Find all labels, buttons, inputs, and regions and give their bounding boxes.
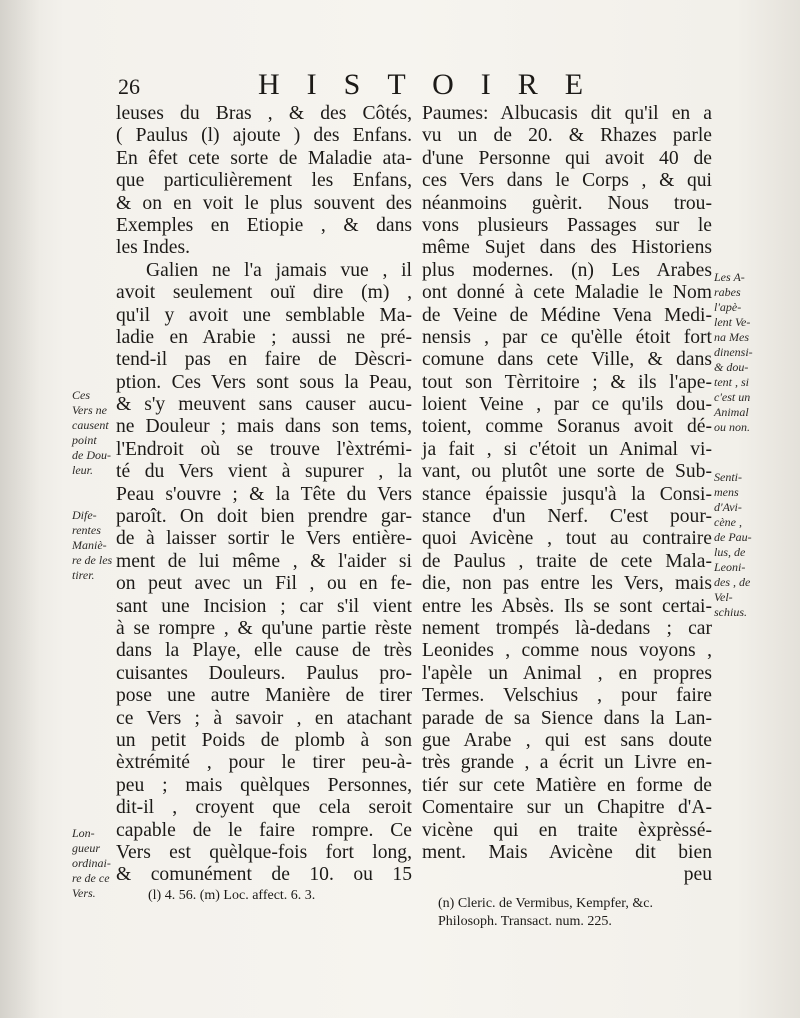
text-line: vu un de 20. & Rhazes parle (422, 125, 712, 147)
margin-note-line: re de les (72, 553, 113, 567)
text-line: dans la Playe, elle cause de très (116, 640, 412, 662)
margin-note-line: Senti- (714, 470, 742, 484)
text-line: ment. Mais Avicène dit bien (422, 841, 712, 863)
text-line: stance d'un Nerf. C'est pour- (422, 506, 712, 528)
text-line: l'apèle un Animal , en propres (422, 662, 712, 684)
margin-note-line: lus, de (714, 545, 746, 559)
text-line: de Veine de Médine Vena Medi- (422, 304, 712, 326)
text-line: & s'y meuvent sans causer aucu- (116, 394, 412, 416)
text-line: paroît. On doit bien prendre gar- (116, 506, 412, 528)
text-line: Comentaire sur un Chapitre d'A- (422, 797, 712, 819)
text-line: die, non pas entre les Vers, mais (422, 573, 712, 595)
text-line: ont donné à cete Maladie le Nom (422, 282, 712, 304)
text-line: vicène qui en traite èxprèssé- (422, 819, 712, 841)
text-line: comune dans cete Ville, & dans (422, 349, 712, 371)
text-line: les Indes. (116, 237, 191, 259)
text-line: peu ; mais quèlques Personnes, (116, 774, 412, 796)
margin-note-line: tirer. (72, 568, 95, 582)
margin-note-line: leur. (72, 463, 93, 477)
text-line: stance épaissie jusqu'à la Consi- (422, 483, 712, 505)
text-line: sant une Incision ; car s'il vient (116, 595, 412, 617)
text-line: très grande , a écrit un Livre en- (422, 752, 712, 774)
margin-note-line: tent , si (714, 375, 749, 389)
text-line: loient Veine , par ce qu'ils dou- (422, 394, 712, 416)
text-line: d'une Personne qui avoit 40 de (422, 147, 712, 169)
text-line: Vers est quèlque-fois fort long, (116, 841, 412, 863)
text-line: cuisantes Douleurs. Paulus pro- (116, 662, 412, 684)
margin-note-line: Lon- (72, 826, 95, 840)
margin-note-line: ou non. (714, 420, 750, 434)
text-line: ladie en Arabie ; aussi ne pré- (116, 326, 412, 348)
margin-note-line: dinensi- (714, 345, 753, 359)
text-line: tiér sur cete Matière en forme de (422, 774, 712, 796)
margin-note-right-2 (714, 470, 752, 620)
text-line: vons plusieurs Passages sur le (422, 214, 712, 236)
margin-note-left-1 (72, 388, 111, 478)
margin-note-line: de Dou- (72, 448, 111, 462)
text-line: nensis , par ce qu'èlle étoit fort (422, 326, 712, 348)
text-line: quoi Avicène , tout au contraire (422, 528, 712, 550)
text-line: avoit seulement ouï dire (m) , (116, 282, 412, 304)
margin-note-line: Dife- (72, 508, 97, 522)
right-text-column (422, 103, 712, 887)
text-line: Leonides , comme nous voyons , (422, 640, 712, 662)
text-line: Termes. Velschius , pour faire (422, 685, 712, 707)
margin-note-line: causent (72, 418, 109, 432)
text-line: dit-il , croyent que cela seroit (116, 797, 412, 819)
margin-note-line: Ces (72, 388, 90, 402)
margin-note-line: schius. (714, 605, 747, 619)
margin-note-line: c'est un (714, 390, 751, 404)
margin-note-right-1 (714, 270, 753, 435)
margin-note-line: ordinai- (72, 856, 111, 870)
footnote-left: (l) 4. 56. (m) Loc. affect. 6. 3. (148, 888, 316, 903)
margin-note-line: d'Avi- (714, 500, 742, 514)
text-line: pose une autre Manière de tirer (116, 685, 412, 707)
text-line: tend-il pas en faire de Dèscri- (116, 349, 412, 371)
footnote-right (438, 895, 653, 931)
text-line: vant, ou plutôt une sorte de Sub- (422, 461, 712, 483)
text-line: En êfet cete sorte de Maladie ata- (116, 147, 412, 169)
margin-note-left-3 (72, 826, 111, 901)
margin-note-line: rentes (72, 523, 101, 537)
text-line: l'Endroit où se trouve l'èxtrémi- (116, 438, 412, 460)
footnote-right-line: Philosoph. Transact. num. 225. (438, 914, 612, 929)
margin-note-line: Vers. (72, 886, 96, 900)
margin-note-line: lent Ve- (714, 315, 751, 329)
margin-note-line: Maniè- (72, 538, 107, 552)
text-line: & on en voit le plus souvent des (116, 192, 412, 214)
text-line: Galien ne l'a jamais vue , il (146, 259, 412, 281)
text-line: ment de lui même , & l'aider si (116, 550, 412, 572)
margin-note-line: de Pau- (714, 530, 752, 544)
running-head (0, 68, 800, 102)
margin-note-line: Animal (714, 405, 749, 419)
text-line: un petit Poids de plomb à son (116, 729, 412, 751)
margin-note-line: des , de (714, 575, 751, 589)
text-line: ( Paulus (l) ajoute ) des Enfans. (116, 125, 412, 147)
text-line: de Paulus , traite de cete Mala- (422, 550, 712, 572)
margin-note-left-2 (72, 508, 112, 583)
margin-note-line: cène , (714, 515, 742, 529)
margin-note-line: point (72, 433, 97, 447)
text-line: ja fait , si c'étoit un Animal vi- (422, 438, 712, 460)
text-line: entre les Absès. Ils se sont certai- (422, 595, 712, 617)
text-line: peu (683, 864, 712, 886)
text-line: gue Arabe , qui est sans doute (422, 729, 712, 751)
footnote-right-line: (n) Cleric. de Vermibus, Kempfer, &c. (438, 896, 653, 911)
margin-note-line: mens (714, 485, 739, 499)
margin-note-line: Les A- (714, 270, 745, 284)
margin-note-line: gueur (72, 841, 100, 855)
text-line: nement trompés là-dedans ; car (422, 617, 712, 639)
text-line: ce Vers ; à savoir , en atachant (116, 707, 412, 729)
left-text-column (116, 103, 412, 887)
page-fold-shadow (0, 0, 40, 1018)
margin-note-line: na Mes (714, 330, 749, 344)
text-line: té du Vers vient à supurer , la (116, 461, 412, 483)
margin-note-line: Vers ne (72, 403, 107, 417)
page-number: 26 (118, 74, 140, 99)
text-line: tout son Tèrritoire ; & ils l'ape- (422, 371, 712, 393)
text-line: èxtrémité , pour le tirer peu-à- (116, 752, 412, 774)
text-line: parade de sa Sience dans la Lan- (422, 707, 712, 729)
text-line: ption. Ces Vers sont sous la Peau, (116, 371, 412, 393)
text-line: ne Douleur ; mais dans son tems, (116, 416, 412, 438)
text-line: ces Vers dans le Corps , & qui (422, 170, 712, 192)
margin-note-line: l'apè- (714, 300, 742, 314)
text-line: on peut avec un Fil , ou en fe- (116, 573, 412, 595)
text-line: qu'il y avoit une semblable Ma- (116, 304, 412, 326)
page-heading: HISTOIRE (258, 68, 611, 101)
text-line: de à laisser sortir le Vers entière- (116, 528, 412, 550)
margin-note-line: & dou- (714, 360, 749, 374)
text-line: toient, comme Soranus avoit dé- (422, 416, 712, 438)
text-line: & comunément de 10. ou 15 (116, 864, 412, 886)
margin-note-line: re de ce (72, 871, 110, 885)
margin-note-line: Vel- (714, 590, 733, 604)
text-line: que particulièrement les Enfans, (116, 170, 412, 192)
text-line: plus modernes. (n) Les Arabes (422, 259, 712, 281)
text-line: Paumes: Albucasis dit qu'il en a (422, 103, 712, 124)
margin-note-line: rabes (714, 285, 741, 299)
text-line: leuses du Bras , & des Côtés, (116, 103, 412, 124)
text-line: Peau s'ouvre ; & la Tête du Vers (116, 483, 412, 505)
text-line: capable de le faire rompre. Ce (116, 819, 412, 841)
text-line: Exemples en Etiopie , & dans (116, 214, 412, 236)
margin-note-line: Leoni- (714, 560, 746, 574)
text-line: à se rompre , & qu'une partie rèste (116, 617, 412, 639)
text-line: néanmoins guèrit. Nous trou- (422, 192, 712, 214)
text-line: même Sujet dans des Historiens (422, 237, 712, 259)
